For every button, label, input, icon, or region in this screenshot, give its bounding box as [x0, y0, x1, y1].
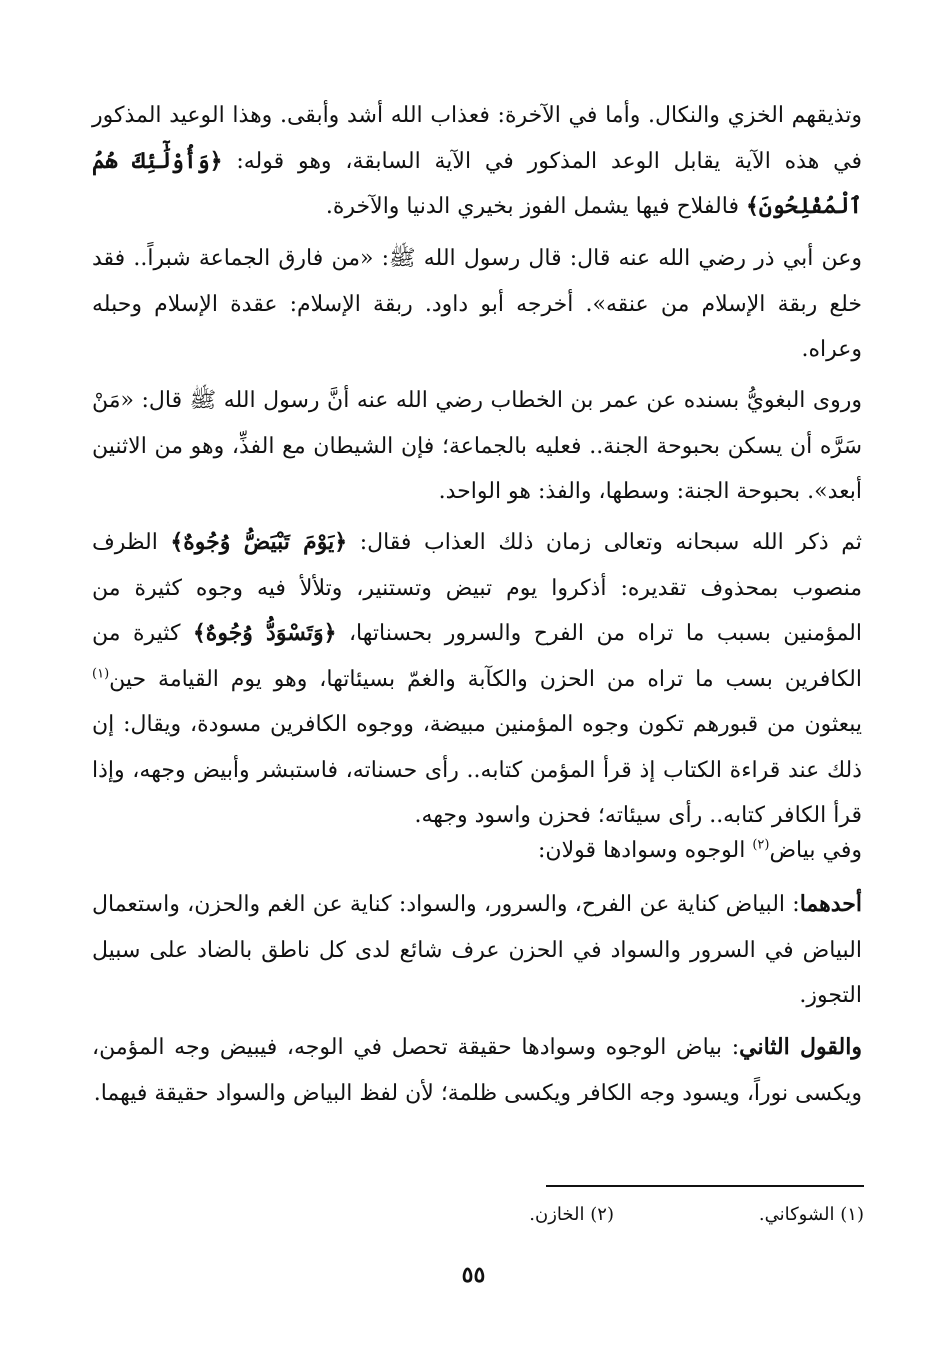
paragraph-6: [92, 882, 862, 1019]
paragraph-2: [92, 236, 862, 373]
paragraph-text: : بياض الوجوه وسوادها حقيقة تحصل في الوجه، فيبيض وجه المؤمن، ويكسى نوراً، ويسود وجه الكافر ويكسى ظلمة؛ لأن لفظ البياض والسواد حقيقة فيهما.: [92, 1035, 862, 1106]
paragraph-text: : البياض كناية عن الفرح، والسرور، والسواد: كناية عن الغم والحزن، واستعمال البياض في السرور والسواد في الحزن عرف شائع لدى كل ناطق بالضاد على سبيل التجوز.: [92, 892, 863, 1008]
paragraph-text: وروى البغويُّ بسنده عن عمر بن الخطاب رضي الله عنه أنَّ رسول الله ﷺ قال: «مَنْ سَرَّه أن يسكن بحبوحة الجنة.. فعليه بالجماعة؛ فإن الشيطان مع الفذِّ، وهو من الاثنين أبعد». بحبوحة الجنة: وسطها، والفذ: هو الواحد.: [92, 388, 862, 504]
footnote-reference[interactable]: (٢): [752, 837, 770, 853]
paragraph-text: الظرف منصوب بمحذوف تقديره: أذكروا يوم تبيض وتستنير، وتلألأ فيه وجوه كثيرة من المؤمنين بسبب ما تراه من الفرح والسرور بحسناتها،: [92, 530, 862, 646]
footnote-marker: (١): [840, 1204, 864, 1225]
quran-verse: ﴿يَوْمَ تَبْيَضُّ وُجُوهٌ﴾: [170, 529, 348, 555]
paragraph-lead: أحدهما: [799, 891, 862, 917]
footnotes: [300, 1198, 864, 1234]
footnote-text: الشوكاني.: [758, 1204, 835, 1225]
paragraph-text: وتذيقهم الخزي والنكال. وأما في الآخرة: فعذاب الله أشد وأبقى. وهذا الوعيد المذكور في هذه الآية يقابل الوعد المذكور في الآية السابقة، وهو قوله:: [92, 103, 862, 174]
paragraph-5: [92, 828, 862, 874]
paragraph-text: وفي بياض: [769, 838, 862, 863]
paragraph-text: وعن أبي ذر رضي الله عنه قال: قال رسول الله ﷺ: «من فارق الجماعة شبراً.. فقد خلع ربقة الإسلام من عنقه». أخرجه أبو داود. ربقة الإسلام: عقدة الإسلام وحبله وعراه.: [92, 246, 862, 362]
footnote-text: الخازن.: [529, 1204, 585, 1225]
footnote-marker: (٢): [590, 1204, 614, 1225]
paragraph-7: [92, 1025, 862, 1116]
page-number: ٥٥: [461, 1262, 486, 1288]
paragraph-3: [92, 378, 862, 515]
paragraph-text: ثم ذكر الله سبحانه وتعالى زمان ذلك العذاب فقال:: [347, 530, 862, 555]
paragraph-text: يبعثون من قبورهم تكون وجوه المؤمنين مبيضة، ووجوه الكافرين مسودة، ويقال: إن ذلك عند قراءة الكتاب إذ قرأ المؤمن كتابه.. رأى حسناته، فاستبشر وأبيض وجهه، وإذا قرأ الكافر كتابه.. رأى سيئاته؛ فحزن واسود وجهه.: [92, 712, 862, 828]
paragraph-text: الوجوه وسوادها قولان:: [538, 838, 753, 863]
quran-verse: ﴿وَتَسْوَدُّ وُجُوهٌ﴾: [192, 620, 337, 646]
footnote-reference[interactable]: (١): [92, 666, 110, 682]
footnote-separator: [546, 1185, 864, 1187]
paragraph-lead: والقول الثاني: [739, 1034, 862, 1060]
footnote-1: [759, 1204, 864, 1225]
quran-verse: ﴿وَأُوْلَٰٓئِكَ هُمُ ٱلْمُفْلِحُونَ﴾: [92, 147, 862, 219]
footnote-2: [529, 1204, 614, 1225]
paragraph-1: [92, 93, 862, 230]
paragraph-text: كثيرة من الكافرين بسب ما تراه من الحزن والكآبة والغمّ بسيئاتها، وهو يوم القيامة حين: [92, 621, 862, 692]
paragraph-text: فالفلاح فيها يشمل الفوز بخيري الدنيا والآخرة.: [325, 194, 746, 219]
paragraph-4: [92, 520, 862, 839]
